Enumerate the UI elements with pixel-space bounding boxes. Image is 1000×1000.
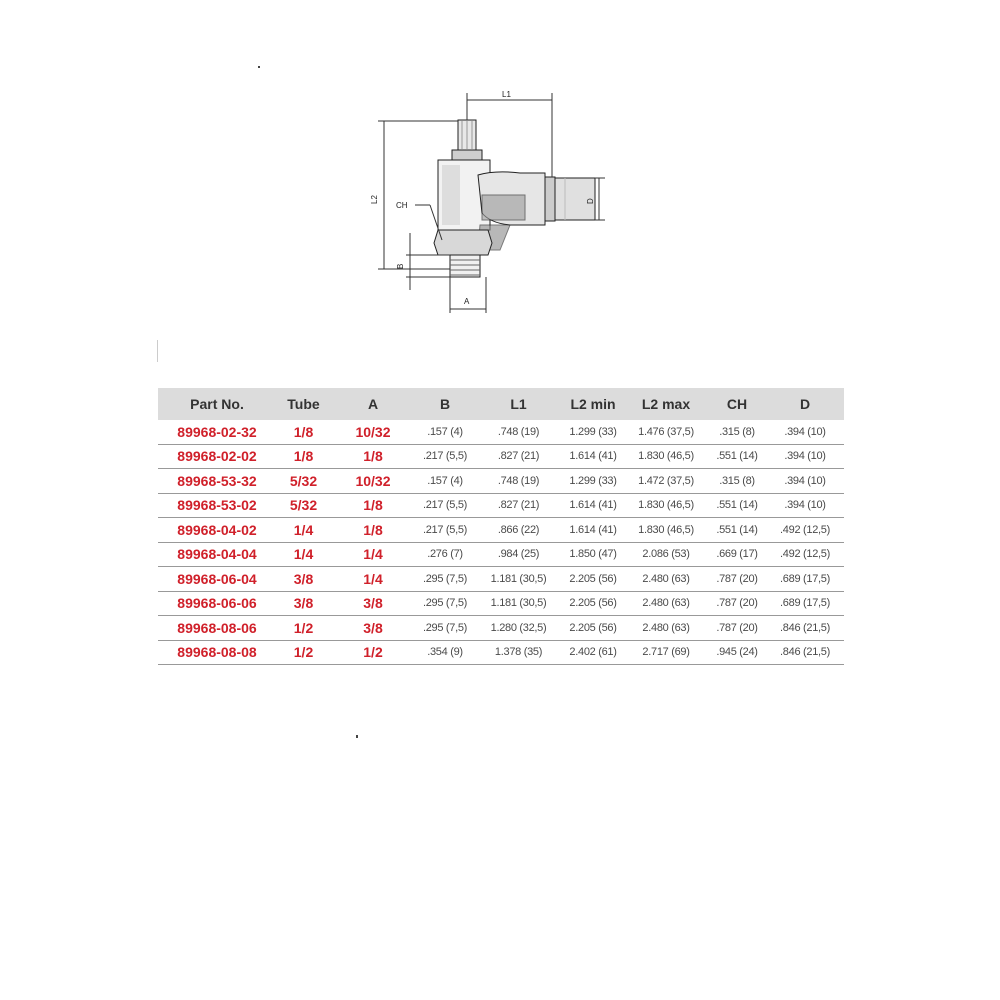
fitting-technical-drawing (360, 85, 620, 320)
cell-part-no: 89968-06-06 (158, 591, 276, 616)
dim-label-l2: L2 (370, 195, 379, 204)
cell-l1: 1.280 (32,5) (475, 616, 562, 641)
cell-l2-max: 1.476 (37,5) (624, 420, 708, 444)
cell-d: .394 (10) (766, 444, 844, 469)
cell-tube: 1/8 (276, 444, 331, 469)
cell-ch: .945 (24) (708, 640, 766, 665)
dim-label-a: A (464, 297, 470, 306)
cell-a: 3/8 (331, 616, 415, 641)
cell-a: 1/2 (331, 640, 415, 665)
cell-ch: .669 (17) (708, 542, 766, 567)
cell-l2-min: 1.614 (41) (562, 444, 624, 469)
header-tube: Tube (276, 388, 331, 420)
stray-mark (258, 66, 260, 68)
cell-l1: .748 (19) (475, 469, 562, 494)
left-margin-tick (157, 340, 158, 362)
cell-tube: 5/32 (276, 493, 331, 518)
cell-b: .295 (7,5) (415, 591, 475, 616)
cell-d: .689 (17,5) (766, 591, 844, 616)
cell-l2-min: 2.205 (56) (562, 591, 624, 616)
table-row (158, 542, 844, 567)
cell-part-no: 89968-04-02 (158, 518, 276, 543)
cell-b: .354 (9) (415, 640, 475, 665)
cell-part-no: 89968-53-02 (158, 493, 276, 518)
cell-l1: .827 (21) (475, 493, 562, 518)
cell-l1: 1.378 (35) (475, 640, 562, 665)
cell-l2-max: 2.480 (63) (624, 567, 708, 592)
cell-tube: 5/32 (276, 469, 331, 494)
cell-ch: .551 (14) (708, 444, 766, 469)
cell-b: .217 (5,5) (415, 493, 475, 518)
header-ch: CH (708, 388, 766, 420)
cell-l1: 1.181 (30,5) (475, 591, 562, 616)
cell-l2-min: 1.299 (33) (562, 469, 624, 494)
cell-part-no: 89968-08-06 (158, 616, 276, 641)
cell-l2-min: 1.614 (41) (562, 518, 624, 543)
cell-d: .846 (21,5) (766, 616, 844, 641)
dim-label-d: D (586, 198, 595, 204)
dim-label-l1: L1 (502, 90, 511, 99)
cell-part-no: 89968-02-02 (158, 444, 276, 469)
cell-l2-min: 1.850 (47) (562, 542, 624, 567)
cell-l2-max: 2.086 (53) (624, 542, 708, 567)
cell-d: .394 (10) (766, 420, 844, 444)
table-row (158, 420, 844, 444)
cell-b: .295 (7,5) (415, 616, 475, 641)
table-row (158, 493, 844, 518)
cell-a: 1/8 (331, 444, 415, 469)
cell-b: .276 (7) (415, 542, 475, 567)
cell-l2-max: 2.717 (69) (624, 640, 708, 665)
cell-part-no: 89968-04-04 (158, 542, 276, 567)
cell-part-no: 89968-06-04 (158, 567, 276, 592)
table-row (158, 616, 844, 641)
cell-a: 3/8 (331, 591, 415, 616)
cell-l2-max: 1.830 (46,5) (624, 444, 708, 469)
header-l2-max: L2 max (624, 388, 708, 420)
part-spec-table (158, 388, 844, 665)
cell-ch: .787 (20) (708, 616, 766, 641)
table-row (158, 640, 844, 665)
cell-a: 1/4 (331, 567, 415, 592)
cell-tube: 1/4 (276, 518, 331, 543)
cell-l2-min: 2.402 (61) (562, 640, 624, 665)
cell-l1: .984 (25) (475, 542, 562, 567)
cell-l1: .748 (19) (475, 420, 562, 444)
table-row (158, 567, 844, 592)
cell-l2-min: 2.205 (56) (562, 616, 624, 641)
cell-b: .295 (7,5) (415, 567, 475, 592)
cell-tube: 3/8 (276, 591, 331, 616)
cell-b: .217 (5,5) (415, 444, 475, 469)
cell-l1: .866 (22) (475, 518, 562, 543)
table-row (158, 469, 844, 494)
cell-l1: .827 (21) (475, 444, 562, 469)
cell-d: .689 (17,5) (766, 567, 844, 592)
stray-mark (356, 735, 358, 738)
header-l2-min: L2 min (562, 388, 624, 420)
cell-part-no: 89968-53-32 (158, 469, 276, 494)
cell-a: 10/32 (331, 420, 415, 444)
cell-l2-min: 1.299 (33) (562, 420, 624, 444)
cell-d: .394 (10) (766, 469, 844, 494)
push-in-collet (545, 177, 555, 221)
cell-ch: .551 (14) (708, 518, 766, 543)
dim-label-b: B (396, 263, 405, 269)
table-body (158, 420, 844, 665)
cell-l2-max: 1.830 (46,5) (624, 518, 708, 543)
cell-l2-max: 2.480 (63) (624, 616, 708, 641)
cell-a: 10/32 (331, 469, 415, 494)
cell-part-no: 89968-02-32 (158, 420, 276, 444)
cell-d: .846 (21,5) (766, 640, 844, 665)
cell-l2-max: 1.830 (46,5) (624, 493, 708, 518)
table-row (158, 591, 844, 616)
cell-d: .492 (12,5) (766, 518, 844, 543)
hex-nut (434, 230, 492, 255)
cell-d: .492 (12,5) (766, 542, 844, 567)
lock-nut (452, 150, 482, 160)
cell-tube: 1/2 (276, 616, 331, 641)
cell-l1: 1.181 (30,5) (475, 567, 562, 592)
thread (450, 255, 480, 277)
dim-label-ch: CH (396, 201, 408, 210)
cell-l2-min: 2.205 (56) (562, 567, 624, 592)
cell-l2-min: 1.614 (41) (562, 493, 624, 518)
cell-tube: 3/8 (276, 567, 331, 592)
cell-a: 1/4 (331, 542, 415, 567)
cell-b: .157 (4) (415, 420, 475, 444)
cell-tube: 1/8 (276, 420, 331, 444)
cell-ch: .315 (8) (708, 469, 766, 494)
table-row (158, 518, 844, 543)
header-l1: L1 (475, 388, 562, 420)
header-a: A (331, 388, 415, 420)
cell-b: .217 (5,5) (415, 518, 475, 543)
cell-ch: .551 (14) (708, 493, 766, 518)
cell-d: .394 (10) (766, 493, 844, 518)
table-header-row (158, 388, 844, 420)
header-part-no: Part No. (158, 388, 276, 420)
cell-a: 1/8 (331, 493, 415, 518)
cell-a: 1/8 (331, 518, 415, 543)
table-row (158, 444, 844, 469)
header-b: B (415, 388, 475, 420)
cell-l2-max: 2.480 (63) (624, 591, 708, 616)
header-d: D (766, 388, 844, 420)
cell-tube: 1/2 (276, 640, 331, 665)
cell-b: .157 (4) (415, 469, 475, 494)
cell-ch: .315 (8) (708, 420, 766, 444)
cell-ch: .787 (20) (708, 567, 766, 592)
cell-l2-max: 1.472 (37,5) (624, 469, 708, 494)
cell-part-no: 89968-08-08 (158, 640, 276, 665)
cell-tube: 1/4 (276, 542, 331, 567)
cell-ch: .787 (20) (708, 591, 766, 616)
